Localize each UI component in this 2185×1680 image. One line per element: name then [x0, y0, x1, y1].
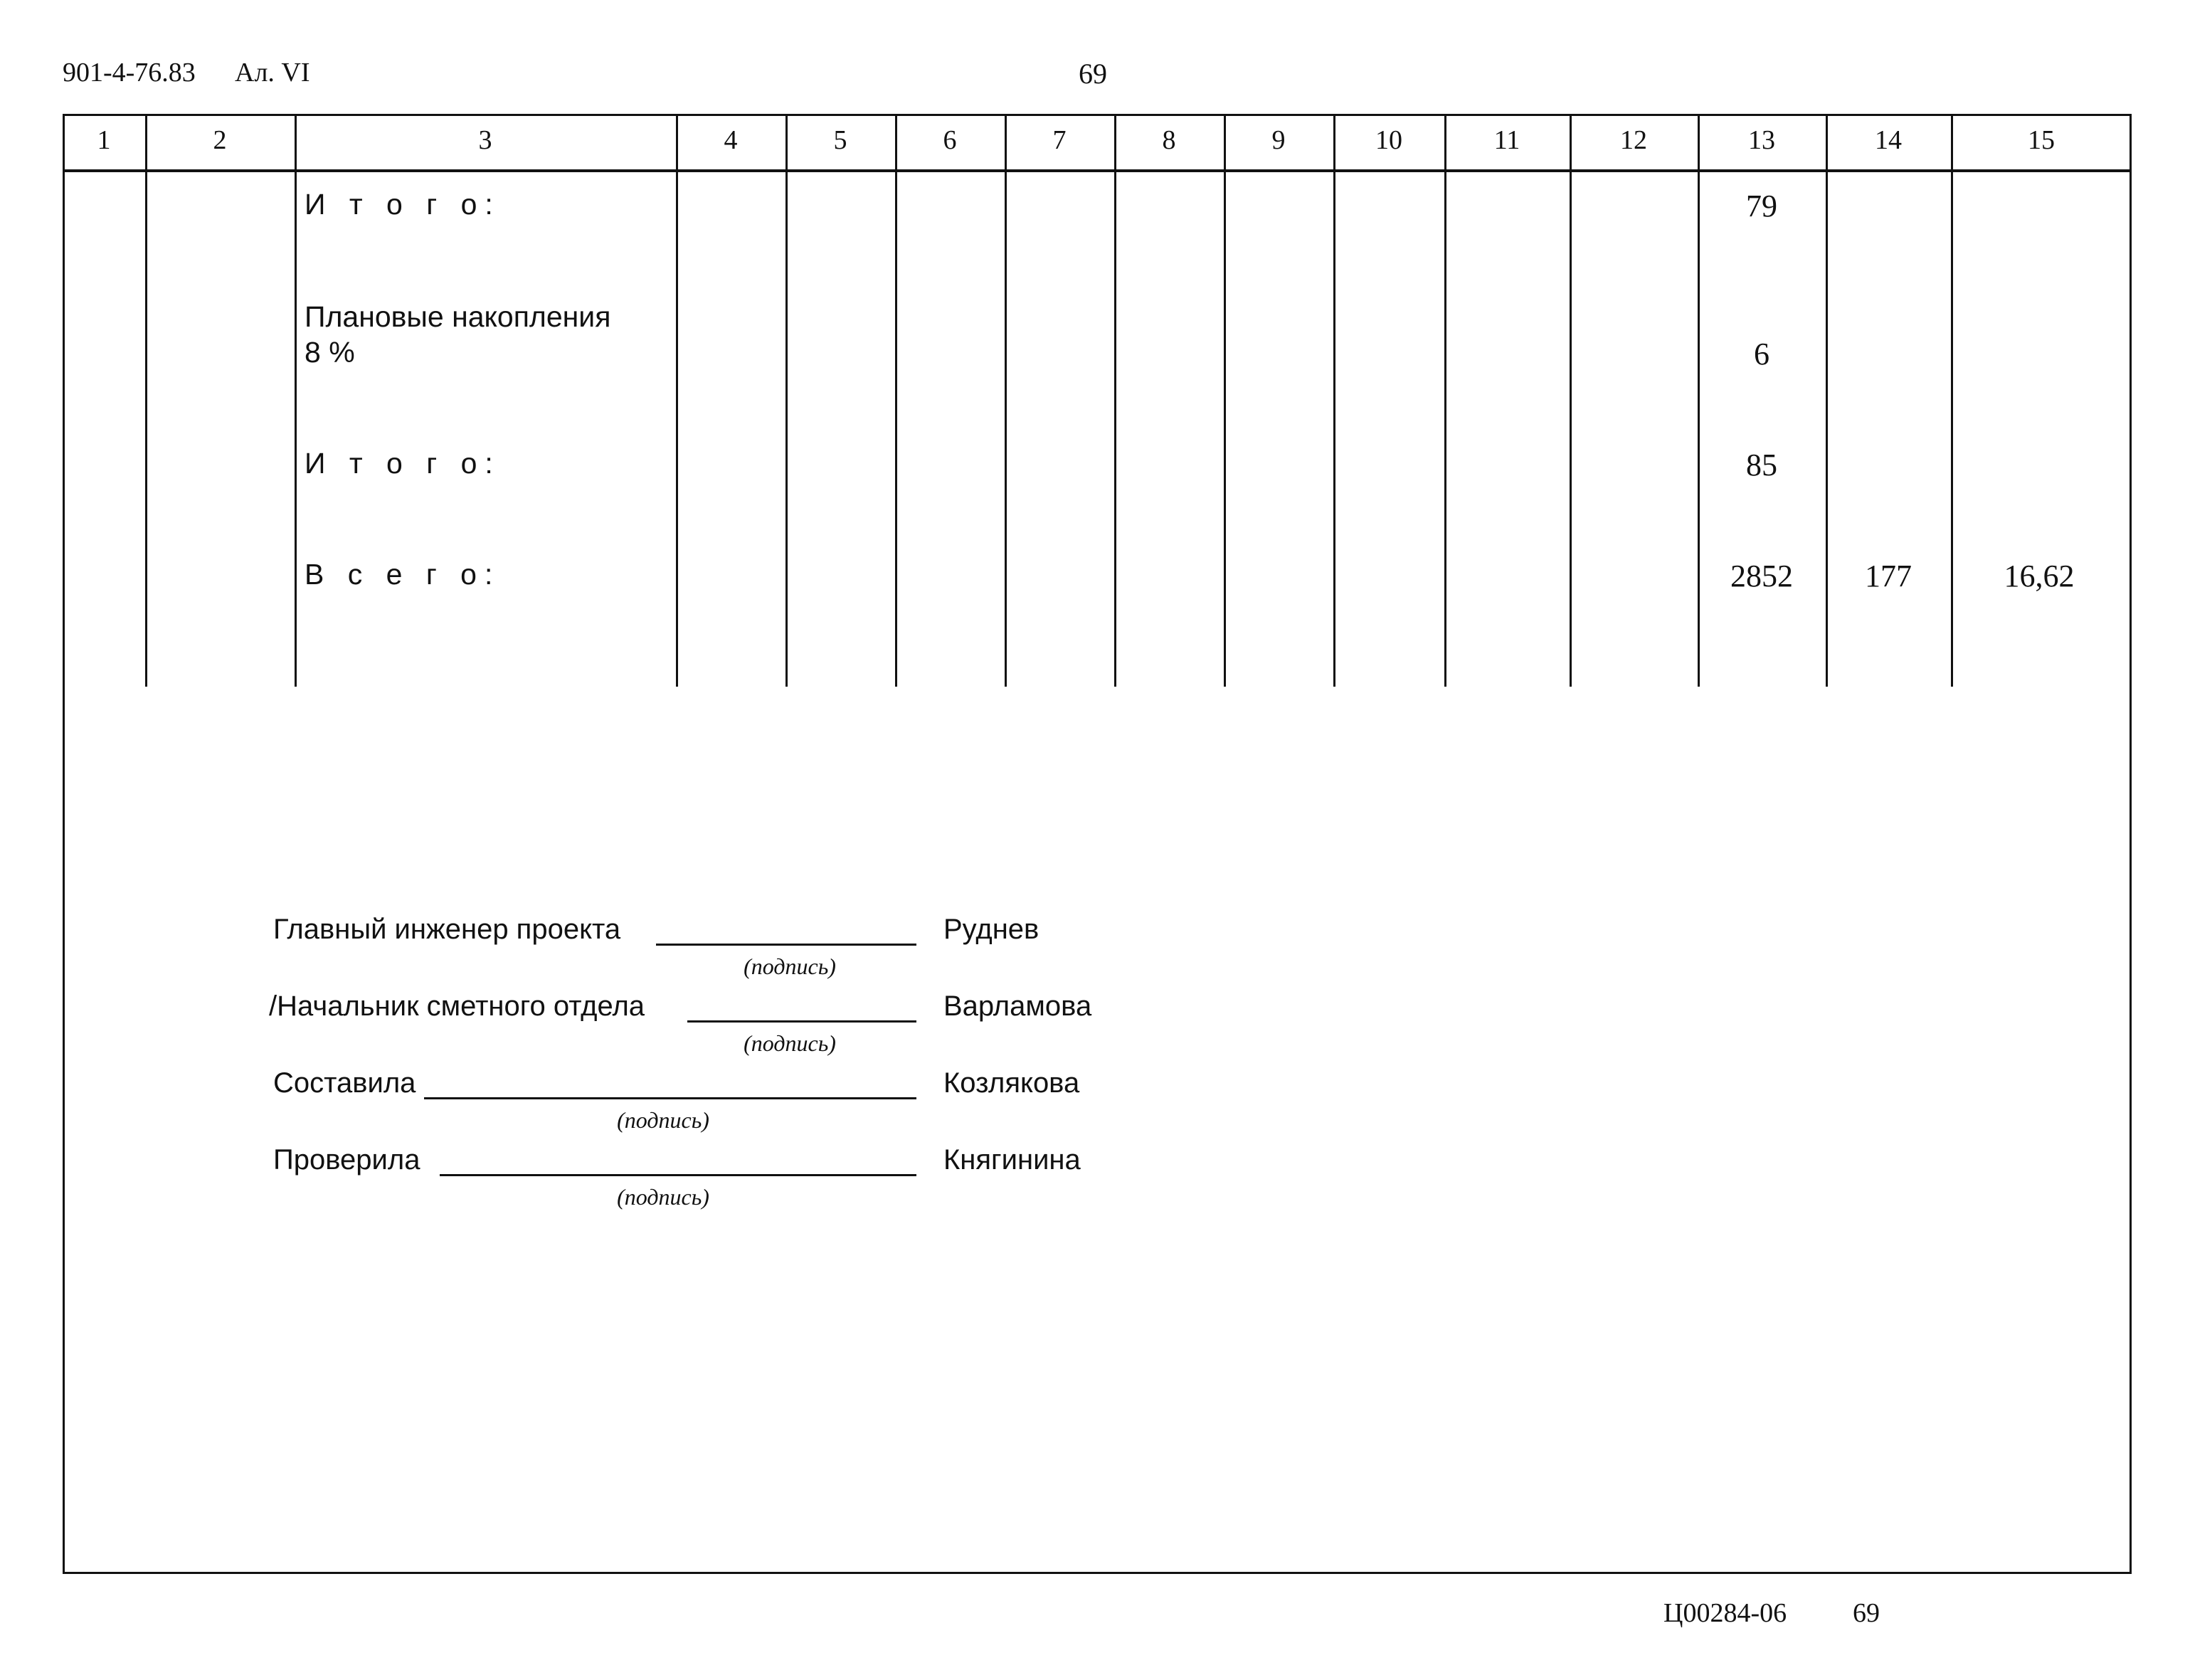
document-code: 901-4-76.83 [63, 58, 196, 88]
column-number: 7 [1052, 125, 1067, 155]
col-divider [1570, 114, 1572, 687]
column-number: 9 [1271, 125, 1286, 155]
row-value-col13: 79 [1746, 189, 1777, 223]
column-number: 14 [1875, 125, 1902, 155]
column-number: 12 [1620, 125, 1647, 155]
signature-hint: (подпись) [744, 953, 836, 979]
row-label-planned-savings-percent: 8 % [305, 336, 355, 369]
signature-line [656, 944, 916, 946]
column-number: 10 [1375, 125, 1402, 155]
row-value-col15: 16,62 [2004, 559, 2075, 593]
col-divider [676, 114, 678, 687]
signature-role-compiled-by: Составила [273, 1067, 416, 1099]
row-value-col13: 85 [1746, 448, 1777, 482]
row-label-planned-savings: Плановые накопления [305, 300, 611, 333]
col-divider [1444, 114, 1446, 687]
col-divider [895, 114, 897, 687]
row-label-total: В с е г о: [305, 558, 501, 591]
signature-line [424, 1097, 916, 1099]
column-number: 1 [97, 125, 111, 155]
signature-role-checked-by: Проверила [273, 1144, 420, 1176]
column-number: 6 [943, 125, 957, 155]
footer-page-number: 69 [1853, 1598, 1880, 1628]
column-number: 11 [1493, 125, 1520, 155]
row-label-itogo-1: И т о г о: [305, 188, 501, 221]
column-number: 5 [833, 125, 847, 155]
col-divider [1333, 114, 1335, 687]
row-label-itogo-2: И т о г о: [305, 447, 501, 480]
col-divider [1698, 114, 1700, 687]
row-value-col13: 6 [1754, 337, 1769, 371]
column-number: 15 [2028, 125, 2055, 155]
col-divider [295, 114, 297, 687]
table-header-row [63, 114, 2132, 172]
col-divider [785, 114, 788, 687]
signature-role-estimate-head: /Начальник сметного отдела [269, 990, 645, 1022]
footer-code: Ц00284-06 [1663, 1598, 1787, 1628]
column-number: 4 [724, 125, 738, 155]
signature-line [687, 1020, 916, 1023]
col-divider [1826, 114, 1828, 687]
column-number: 3 [478, 125, 492, 155]
col-divider [1114, 114, 1116, 687]
col-divider [1951, 114, 1953, 687]
signature-hint: (подпись) [617, 1107, 709, 1133]
signature-name: Руднев [943, 914, 1039, 945]
signature-name: Варламова [943, 990, 1092, 1022]
col-divider [1005, 114, 1007, 687]
signature-hint: (подпись) [617, 1184, 709, 1210]
col-divider [1224, 114, 1226, 687]
column-number: 2 [213, 125, 227, 155]
col-divider [145, 114, 147, 687]
signature-line [440, 1174, 916, 1176]
sheet-label: Ал. VI [235, 58, 310, 88]
column-number: 8 [1162, 125, 1176, 155]
signature-hint: (подпись) [744, 1030, 836, 1056]
signature-name: Княгинина [943, 1144, 1081, 1176]
row-value-col14: 177 [1865, 559, 1912, 593]
row-value-col13: 2852 [1730, 559, 1793, 593]
signature-name: Козлякова [943, 1067, 1080, 1099]
signature-role-chief-engineer: Главный инженер проекта [273, 914, 621, 945]
page-number: 69 [1079, 58, 1107, 90]
column-number: 13 [1748, 125, 1775, 155]
